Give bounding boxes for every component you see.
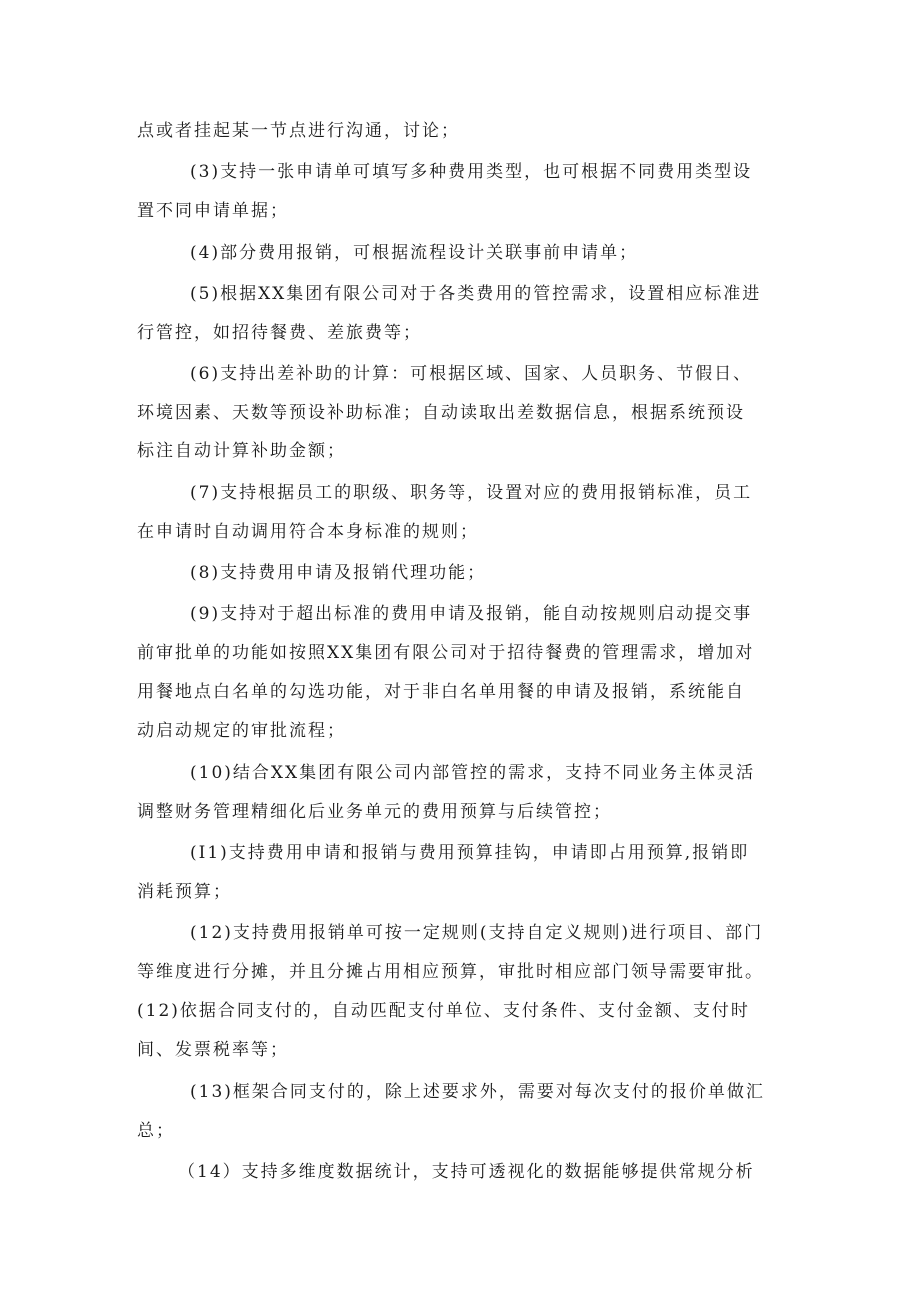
text-line: (13)框架合同支付的，除上述要求外，需要对每次支付的报价单做汇	[190, 1082, 765, 1102]
text-line: 总；	[137, 1121, 175, 1141]
text-line: 动启动规定的审批流程；	[137, 721, 346, 741]
text-line: 消耗预算；	[137, 882, 232, 902]
text-line: (9)支持对于超出标准的费用申请及报销，能自动按规则启动提交事	[190, 604, 753, 624]
text-line: 置不同申请单据；	[137, 201, 289, 221]
text-line: 用餐地点白名单的勾选功能，对于非白名单用餐的申请及报销，系统能自	[137, 682, 745, 702]
text-line: (7)支持根据员工的职级、职务等，设置对应的费用报销标准，员工	[190, 483, 753, 503]
text-line: (12)支持费用报销单可按一定规则(支持自定义规则)进行项目、部门	[190, 923, 764, 943]
text-line: 前审批单的功能如按照XX集团有限公司对于招待餐费的管理需求，增加对	[137, 643, 755, 663]
text-line: （14）支持多维度数据统计，支持可透视化的数据能够提供常规分析	[178, 1162, 755, 1182]
text-line: (6)支持出差补助的计算：可根据区域、国家、人员职务、节假日、	[190, 364, 753, 384]
text-line: 标注自动计算补助金额；	[137, 441, 346, 461]
text-line: 等维度进行分摊，并且分摊占用相应预算，审批时相应部门领导需要审批。	[137, 962, 764, 982]
text-line: 调整财务管理精细化后业务单元的费用预算与后续管控；	[137, 802, 612, 822]
text-line: (8)支持费用申请及报销代理功能；	[190, 563, 487, 583]
text-line: 行管控，如招待餐费、差旅费等；	[137, 323, 422, 343]
text-line: (5)根据XX集团有限公司对于各类费用的管控需求，设置相应标准进	[190, 284, 762, 304]
text-line: 间、发票税率等；	[137, 1040, 289, 1060]
text-line: 在申请时自动调用符合本身标准的规则；	[137, 522, 479, 542]
text-line: (I1)支持费用申请和报销与费用预算挂钩，申请即占用预算,报销即	[190, 843, 750, 863]
text-line: (3)支持一张申请单可填写多种费用类型，也可根据不同费用类型设	[190, 162, 753, 182]
text-line: (4)部分费用报销，可根据流程设计关联事前申请单；	[190, 243, 639, 263]
text-line: 环境因素、天数等预设补助标准；自动读取出差数据信息，根据系统预设	[137, 403, 745, 423]
text-line: (12)依据合同支付的，自动匹配支付单位、支付条件、支付金额、支付时	[137, 1001, 750, 1021]
text-line: 点或者挂起某一节点进行沟通，讨论；	[137, 121, 460, 141]
text-line: (10)结合XX集团有限公司内部管控的需求，支持不同业务主体灵活	[190, 763, 756, 783]
